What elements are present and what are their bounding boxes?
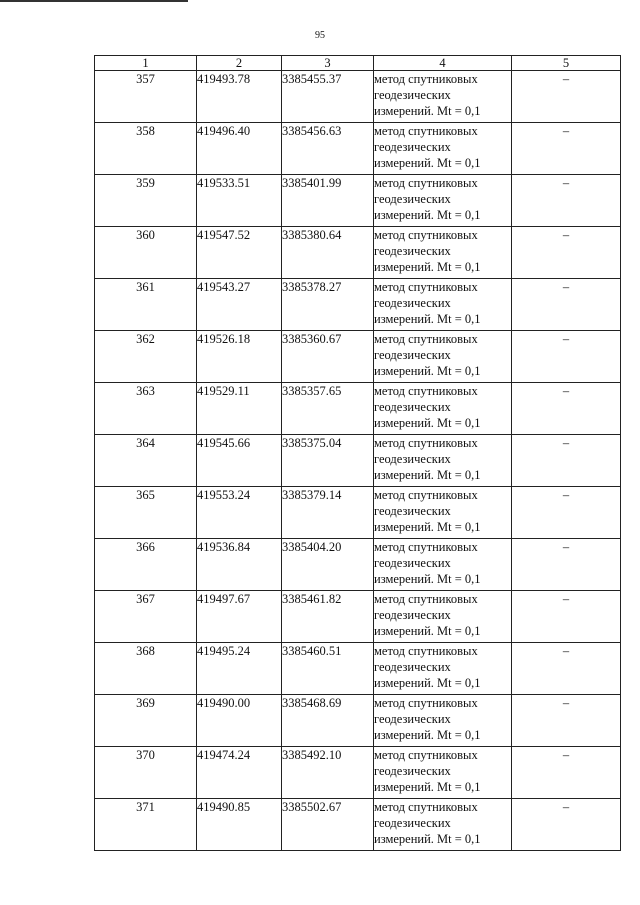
method-line: измерений. Mt = 0,1	[374, 364, 481, 378]
note-dash: –	[512, 175, 621, 227]
method-line: метод спутниковых	[374, 228, 478, 242]
note-dash: –	[512, 799, 621, 851]
note-dash: –	[512, 643, 621, 695]
method-line: измерений. Mt = 0,1	[374, 156, 481, 170]
note-dash: –	[512, 227, 621, 279]
point-number: 366	[95, 539, 197, 591]
top-rule	[0, 0, 188, 2]
point-number: 362	[95, 331, 197, 383]
table-row	[95, 591, 621, 643]
method-cell	[374, 331, 512, 383]
note-dash: –	[512, 279, 621, 331]
note-dash: –	[512, 539, 621, 591]
method-cell	[374, 71, 512, 123]
method-line: метод спутниковых	[374, 436, 478, 450]
table-row	[95, 71, 621, 123]
method-line: метод спутниковых	[374, 748, 478, 762]
table-row	[95, 747, 621, 799]
header-col-1: 1	[95, 56, 197, 71]
method-cell	[374, 435, 512, 487]
note-dash: –	[512, 331, 621, 383]
method-cell	[374, 227, 512, 279]
coordinate-x: 419495.24	[197, 643, 282, 695]
method-cell	[374, 591, 512, 643]
point-number: 368	[95, 643, 197, 695]
point-number: 369	[95, 695, 197, 747]
method-line: измерений. Mt = 0,1	[374, 624, 481, 638]
note-dash: –	[512, 123, 621, 175]
method-line: измерений. Mt = 0,1	[374, 572, 481, 586]
point-number: 370	[95, 747, 197, 799]
method-line: геодезических	[374, 452, 451, 466]
method-cell	[374, 175, 512, 227]
method-line: измерений. Mt = 0,1	[374, 728, 481, 742]
coordinate-y: 3385375.04	[282, 435, 374, 487]
method-line: метод спутниковых	[374, 332, 478, 346]
method-line: геодезических	[374, 504, 451, 518]
method-line: измерений. Mt = 0,1	[374, 208, 481, 222]
point-number: 358	[95, 123, 197, 175]
coordinate-y: 3385379.14	[282, 487, 374, 539]
method-cell	[374, 279, 512, 331]
coordinate-x: 419545.66	[197, 435, 282, 487]
method-line: геодезических	[374, 556, 451, 570]
coordinate-x: 419543.27	[197, 279, 282, 331]
table-header	[95, 56, 621, 71]
method-cell	[374, 383, 512, 435]
method-line: геодезических	[374, 140, 451, 154]
method-cell	[374, 799, 512, 851]
method-cell	[374, 487, 512, 539]
coordinate-x: 419496.40	[197, 123, 282, 175]
method-line: геодезических	[374, 660, 451, 674]
method-line: метод спутниковых	[374, 488, 478, 502]
coordinate-x: 419553.24	[197, 487, 282, 539]
coordinate-y: 3385461.82	[282, 591, 374, 643]
coordinate-x: 419497.67	[197, 591, 282, 643]
coordinate-x: 419474.24	[197, 747, 282, 799]
method-line: метод спутниковых	[374, 124, 478, 138]
point-number: 361	[95, 279, 197, 331]
method-line: геодезических	[374, 764, 451, 778]
note-dash: –	[512, 747, 621, 799]
note-dash: –	[512, 383, 621, 435]
coordinate-y: 3385468.69	[282, 695, 374, 747]
coordinate-y: 3385404.20	[282, 539, 374, 591]
method-line: геодезических	[374, 88, 451, 102]
point-number: 367	[95, 591, 197, 643]
note-dash: –	[512, 487, 621, 539]
coordinate-y: 3385357.65	[282, 383, 374, 435]
table-row	[95, 279, 621, 331]
method-line: метод спутниковых	[374, 384, 478, 398]
table-row	[95, 643, 621, 695]
coordinate-y: 3385456.63	[282, 123, 374, 175]
method-line: метод спутниковых	[374, 644, 478, 658]
table-row	[95, 383, 621, 435]
method-line: геодезических	[374, 192, 451, 206]
coordinate-y: 3385455.37	[282, 71, 374, 123]
method-line: метод спутниковых	[374, 592, 478, 606]
coordinate-x: 419533.51	[197, 175, 282, 227]
method-line: измерений. Mt = 0,1	[374, 468, 481, 482]
method-line: метод спутниковых	[374, 72, 478, 86]
coordinate-y: 3385492.10	[282, 747, 374, 799]
header-col-2: 2	[197, 56, 282, 71]
header-col-3: 3	[282, 56, 374, 71]
method-line: измерений. Mt = 0,1	[374, 260, 481, 274]
coordinate-x: 419490.00	[197, 695, 282, 747]
coordinate-x: 419526.18	[197, 331, 282, 383]
point-number: 365	[95, 487, 197, 539]
table-row	[95, 227, 621, 279]
coordinate-x: 419547.52	[197, 227, 282, 279]
method-line: геодезических	[374, 244, 451, 258]
method-cell	[374, 695, 512, 747]
coordinate-y: 3385502.67	[282, 799, 374, 851]
header-row	[95, 56, 621, 71]
point-number: 364	[95, 435, 197, 487]
method-line: метод спутниковых	[374, 696, 478, 710]
table-row	[95, 175, 621, 227]
note-dash: –	[512, 695, 621, 747]
method-line: метод спутниковых	[374, 280, 478, 294]
note-dash: –	[512, 591, 621, 643]
method-cell	[374, 747, 512, 799]
method-cell	[374, 643, 512, 695]
page-number: 95	[315, 30, 325, 41]
header-col-5: 5	[512, 56, 621, 71]
coordinate-y: 3385360.67	[282, 331, 374, 383]
coordinate-y: 3385460.51	[282, 643, 374, 695]
point-number: 359	[95, 175, 197, 227]
table-row	[95, 487, 621, 539]
point-number: 357	[95, 71, 197, 123]
method-line: измерений. Mt = 0,1	[374, 416, 481, 430]
method-line: геодезических	[374, 816, 451, 830]
coordinate-y: 3385380.64	[282, 227, 374, 279]
note-dash: –	[512, 435, 621, 487]
method-line: метод спутниковых	[374, 540, 478, 554]
coordinate-x: 419536.84	[197, 539, 282, 591]
method-line: измерений. Mt = 0,1	[374, 832, 481, 846]
table-row	[95, 123, 621, 175]
method-line: измерений. Mt = 0,1	[374, 312, 481, 326]
method-line: метод спутниковых	[374, 800, 478, 814]
table-row	[95, 539, 621, 591]
coordinate-x: 419493.78	[197, 71, 282, 123]
method-line: геодезических	[374, 296, 451, 310]
method-line: измерений. Mt = 0,1	[374, 780, 481, 794]
table-row	[95, 695, 621, 747]
method-line: геодезических	[374, 712, 451, 726]
method-line: измерений. Mt = 0,1	[374, 676, 481, 690]
method-cell	[374, 539, 512, 591]
point-number: 360	[95, 227, 197, 279]
table-body	[95, 71, 621, 851]
coordinate-x: 419529.11	[197, 383, 282, 435]
header-col-4: 4	[374, 56, 512, 71]
method-line: измерений. Mt = 0,1	[374, 520, 481, 534]
method-line: метод спутниковых	[374, 176, 478, 190]
method-line: геодезических	[374, 348, 451, 362]
method-line: геодезических	[374, 400, 451, 414]
coordinate-y: 3385401.99	[282, 175, 374, 227]
method-line: геодезических	[374, 608, 451, 622]
coordinate-y: 3385378.27	[282, 279, 374, 331]
coordinate-x: 419490.85	[197, 799, 282, 851]
method-line: измерений. Mt = 0,1	[374, 104, 481, 118]
method-cell	[374, 123, 512, 175]
note-dash: –	[512, 71, 621, 123]
coordinates-table	[94, 55, 621, 851]
table-row	[95, 799, 621, 851]
table-row	[95, 331, 621, 383]
point-number: 363	[95, 383, 197, 435]
point-number: 371	[95, 799, 197, 851]
table-row	[95, 435, 621, 487]
